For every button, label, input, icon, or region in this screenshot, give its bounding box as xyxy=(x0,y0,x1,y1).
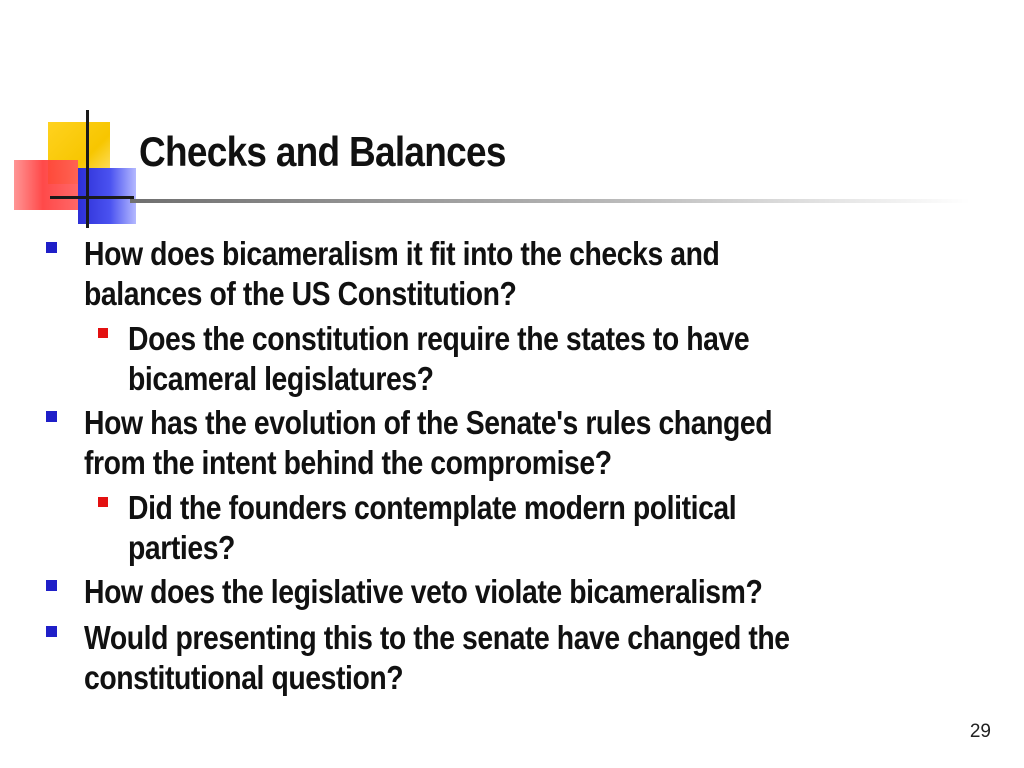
bullet-line: Does the constitution require the states to have xyxy=(128,320,750,357)
bullet-item xyxy=(84,572,762,612)
bullet-line: constitutional question? xyxy=(84,659,404,696)
bullet-line: How does the legislative veto violate bicameralism? xyxy=(84,573,763,610)
slide-page-number: 29 xyxy=(969,721,991,742)
bullet-square-icon xyxy=(46,580,57,591)
sub-bullet-square-icon xyxy=(98,497,108,507)
bullet-line: from the intent behind the compromise? xyxy=(84,444,612,481)
bullet-line: parties? xyxy=(128,529,235,566)
bullet-line: How has the evolution of the Senate's rules changed xyxy=(84,404,773,441)
bullet-item xyxy=(84,618,790,698)
bullet-item xyxy=(84,403,772,483)
bullet-line: balances of the US Constitution? xyxy=(84,275,517,312)
bullet-square-icon xyxy=(46,411,57,422)
slide-title: Checks and Balances xyxy=(139,128,506,175)
sub-bullet-square-icon xyxy=(98,328,108,338)
bullet-square-icon xyxy=(46,626,57,637)
sub-bullet-item xyxy=(128,488,736,568)
bullet-item xyxy=(84,234,719,314)
bullet-line: Did the founders contemplate modern political xyxy=(128,489,737,526)
sub-bullet-item xyxy=(128,319,749,399)
bullet-line: bicameral legislatures? xyxy=(128,360,434,397)
bullet-line: Would presenting this to the senate have changed the xyxy=(84,619,790,656)
bullet-square-icon xyxy=(46,242,57,253)
bullet-line: How does bicameralism it fit into the checks and xyxy=(84,235,720,272)
